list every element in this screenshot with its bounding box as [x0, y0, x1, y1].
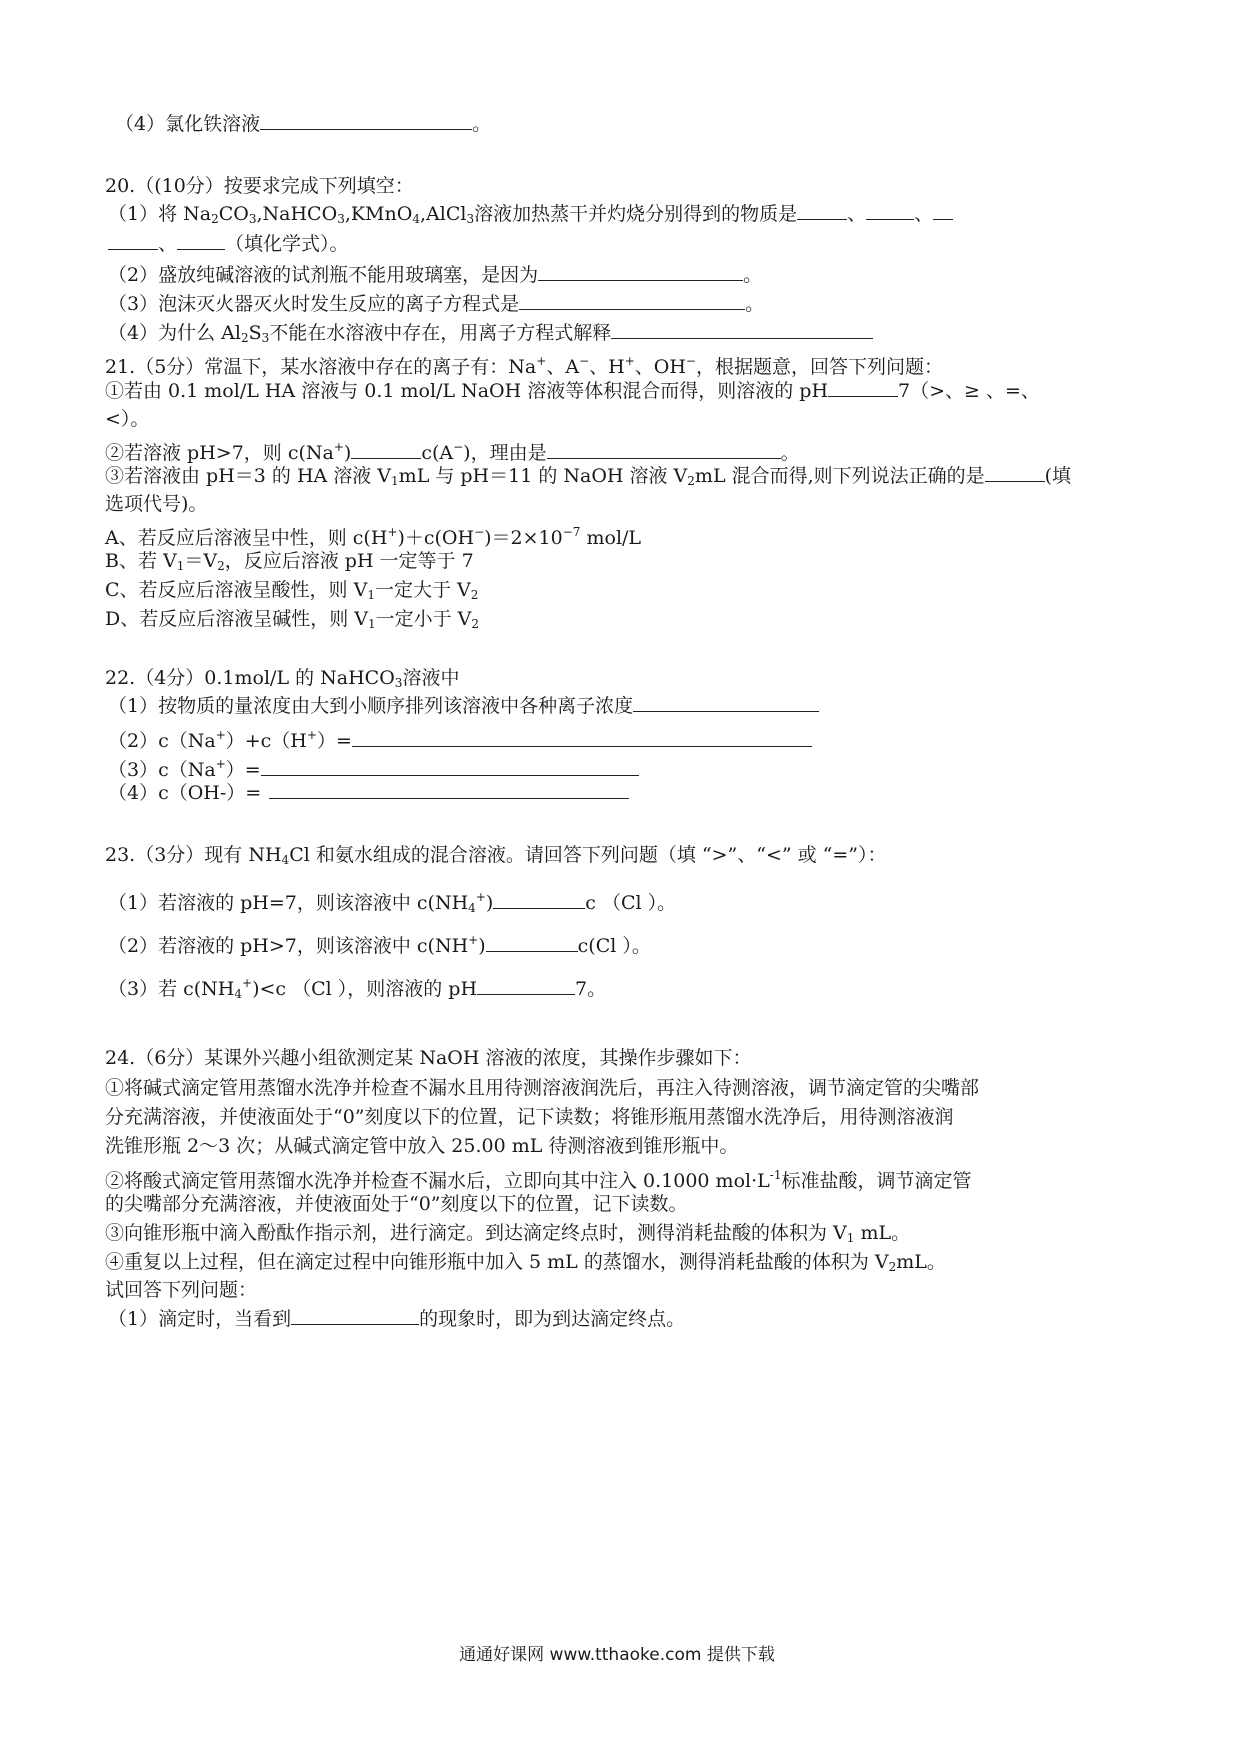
q24-step1-line2: 分充满溶液，并使液面处于“0”刻度以下的位置，记下读数；将锥形瓶用蒸馏水洗净后，用待测溶液润 [105, 1106, 954, 1128]
q20-item2: （2）盛放纯碱溶液的试剂瓶不能用玻璃塞，是因为 。 [108, 264, 763, 286]
q21-item1: ①若由 0.1 mol/L HA 溶液与 0.1 mol/L NaOH 溶液等体积混合而得，则溶液的 pH 7（>、≥ 、=、 [105, 380, 1040, 402]
answer-blank[interactable] [269, 780, 629, 799]
q24-ask: 试回答下列问题： [105, 1279, 258, 1301]
answer-blank[interactable] [493, 890, 585, 909]
q21-heading: 21.（5分）常温下，某水溶液中存在的离子有：Na+、A−、H+、OH−，根据题意，回答下列问题： [105, 354, 943, 378]
answer-blank[interactable] [177, 231, 225, 250]
q20-item1: （1）将 $Na_2CO_3,NaHCO_3,KMnO_4,AlCl_3$溶液加热蒸干并灼烧分别得到的物质是 、 、 [108, 201, 953, 232]
q24-step2-line2: 的尖嘴部分充满溶液，并使液面处于“0”刻度以下的位置，记下读数。 [105, 1193, 688, 1215]
answer-blank[interactable] [828, 378, 898, 397]
q20-heading: 20.（(10分）按要求完成下列填空： [105, 175, 414, 197]
q23-item3: （3）若 $c(NH_4^+)<c$ （Cl ），则溶液的 pH 7。 [108, 976, 607, 1001]
q24-item1: （1）滴定时，当看到 的现象时，即为到达滴定终点。 [108, 1308, 686, 1330]
answer-blank[interactable] [291, 1306, 419, 1325]
q24-step4: ④重复以上过程，但在滴定过程中向锥形瓶中加入 5 mL 的蒸馏水，测得消耗盐酸的体积为 $V_2mL$。 [105, 1251, 946, 1274]
q24-step1-line1: ①将碱式滴定管用蒸馏水洗净并检查不漏水且用待测溶液润洗后，再注入待测溶液，调节滴定管的尖嘴部 [105, 1077, 980, 1099]
q23-heading: 23.（3分）现有 $NH_4Cl$ 和氨水组成的混合溶液。请回答下列问题（填 “>”、“<” 或 “=”）： [105, 844, 887, 867]
q21-item1-cont: <）。 [105, 408, 150, 430]
answer-blank[interactable] [933, 201, 953, 220]
q21-option-b: B、若 $V_1=V_2$，反应后溶液 pH 一定等于 7 [105, 550, 474, 573]
answer-blank[interactable] [985, 463, 1045, 482]
q21-option-d: D、若反应后溶液呈碱性，则 $V_1$一定小于 $V_2$ [105, 608, 480, 631]
q24-step2-line1: ②将酸式滴定管用蒸馏水洗净并检查不漏水后，立即向其中注入 0.1000 $mol\cdot L^{-1}$标准盐酸，调节滴定管 [105, 1168, 972, 1192]
answer-blank[interactable] [547, 440, 781, 459]
q24-heading: 24.（6分）某课外兴趣小组欲测定某 NaOH 溶液的浓度，其操作步骤如下： [105, 1047, 752, 1069]
q24-step1-line3: 洗锥形瓶 2～3 次；从碱式滴定管中放入 25.00 mL 待测溶液到锥形瓶中。 [105, 1135, 739, 1157]
answer-blank[interactable] [797, 201, 847, 220]
q22-item2: （2）c（Na+）+c（H+）= [108, 722, 812, 754]
answer-blank[interactable] [477, 976, 575, 995]
q20-item4: （4）为什么 $Al_2S_3$不能在水溶液中存在，用离子方程式解释 [108, 320, 873, 351]
page-footer: 通通好课网 www.tthaoke.com 提供下载 [459, 1645, 775, 1665]
q21-item3: ③若溶液由 pH＝3 的 HA 溶液 $V_1mL$ 与 pH＝11 的 NaOH 溶液 $V_2mL$ 混合而得,则下列说法正确的是 (填 [105, 465, 1072, 488]
answer-blank[interactable] [519, 291, 745, 310]
answer-blank[interactable] [538, 262, 743, 281]
q22-item1: （1）按物质的量浓度由大到小顺序排列该溶液中各种离子浓度 [108, 693, 819, 719]
q21-item3-cont: 选项代号)。 [105, 493, 208, 515]
q21-option-a: A、若反应后溶液呈中性，则 $c(H^+)+c(OH^-)=2\times 10^{-7}$ mol/L [105, 525, 642, 549]
q22-heading: 22.（4分）0.1mol/L 的 NaHCO$_3$溶液中 [105, 667, 460, 690]
answer-blank[interactable] [866, 201, 914, 220]
q21-item2: ②若溶液 pH>7，则 c(Na+) c(A−)，理由是 。 [105, 440, 800, 464]
q22-item4: （4）c（OH-）= [108, 780, 629, 806]
answer-blank[interactable] [260, 111, 472, 130]
answer-blank[interactable] [633, 693, 819, 712]
q20-item1-cont: 、 （填化学式）。 [108, 231, 349, 257]
answer-blank[interactable] [611, 320, 873, 339]
q19-item4: （4）氯化铁溶液 。 [115, 113, 492, 135]
answer-blank[interactable] [486, 933, 578, 952]
q23-item2: （2）若溶液的 pH>7，则该溶液中 c(NH+) c(Cl ）。 [108, 933, 651, 957]
q22-item3: （3）c（Na+）= [108, 751, 639, 783]
answer-blank[interactable] [108, 231, 158, 250]
q20-item3: （3）泡沫灭火器灭火时发生反应的离子方程式是 。 [108, 293, 765, 315]
answer-blank[interactable] [261, 757, 639, 776]
q23-item1: （1）若溶液的 pH=7，则该溶液中 $c(NH_4^+)$ c （Cl ）。 [108, 890, 677, 915]
answer-blank[interactable] [351, 440, 421, 459]
q24-step3: ③向锥形瓶中滴入酚酞作指示剂，进行滴定。到达滴定终点时，测得消耗盐酸的体积为 $V_1$ mL。 [105, 1222, 911, 1245]
answer-blank[interactable] [352, 728, 812, 747]
q21-option-c: C、若反应后溶液呈酸性，则 $V_1$一定大于 $V_2$ [105, 579, 479, 602]
